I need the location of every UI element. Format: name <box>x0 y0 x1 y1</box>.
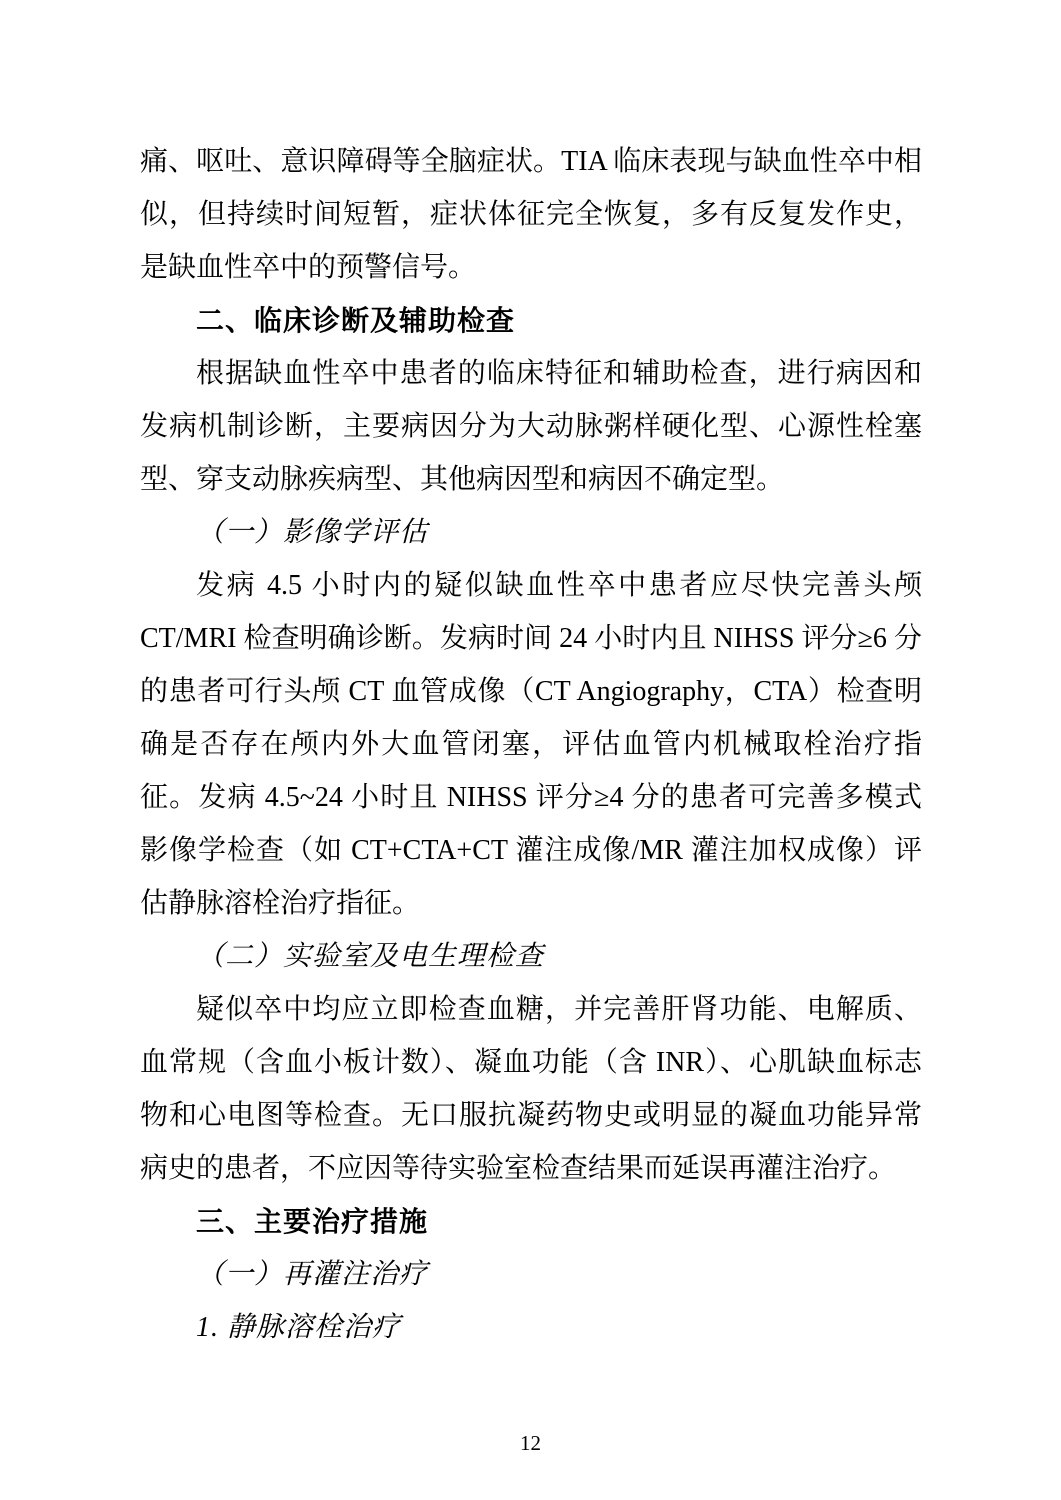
subsection-heading-reperfusion-therapy: （一）再灌注治疗 <box>196 1259 429 1290</box>
page-number: 12 <box>520 1431 541 1455</box>
document-body <box>140 135 922 1354</box>
item-heading-iv-thrombolysis: 1. 静脉溶栓治疗 <box>196 1312 402 1343</box>
paragraph-laboratory-tests: 疑似卒中均应立即检查血糖，并完善肝肾功能、电解质、血常规（含血小板计数）、凝血功能（含 INR）、心肌缺血标志物和心电图等检查。无口服抗凝药物史或明显的凝血功能异常病史的患者，不应因等待实验室检查结果而延误再灌注治疗。 <box>140 994 922 1184</box>
subsection-heading-laboratory-tests: （二）实验室及电生理检查 <box>196 941 545 972</box>
paragraph-etiology-classification: 根据缺血性卒中患者的临床特征和辅助检查，进行病因和发病机制诊断，主要病因分为大动脉粥样硬化型、心源性栓塞型、穿支动脉疾病型、其他病因型和病因不确定型。 <box>140 358 922 495</box>
paragraph-continuation-tia: 痛、呕吐、意识障碍等全脑症状。TIA 临床表现与缺血性卒中相似，但持续时间短暂，症状体征完全恢复，多有反复发作史，是缺血性卒中的预警信号。 <box>140 146 922 283</box>
section-heading-main-treatment: 三、主要治疗措施 <box>196 1206 429 1237</box>
section-heading-clinical-diagnosis: 二、临床诊断及辅助检查 <box>196 305 516 336</box>
paragraph-imaging-evaluation: 发病 4.5 小时内的疑似缺血性卒中患者应尽快完善头颅 CT/MRI 检查明确诊断。发病时间 24 小时内且 NIHSS 评分≥6 分的患者可行头颅 CT 血管成像（CT Angiography，CTA）检查明确是否存在颅内外大血管闭塞，评估血管内机械取栓治疗指征。发病 4.5~24 小时且 NIHSS 评分≥4 分的患者可完善多模式影像学检查（如 CT+CTA+CT 灌注成像/MR 灌注加权成像）评估静脉溶栓治疗指征。 <box>140 570 922 919</box>
subsection-heading-imaging-evaluation: （一）影像学评估 <box>196 517 429 548</box>
